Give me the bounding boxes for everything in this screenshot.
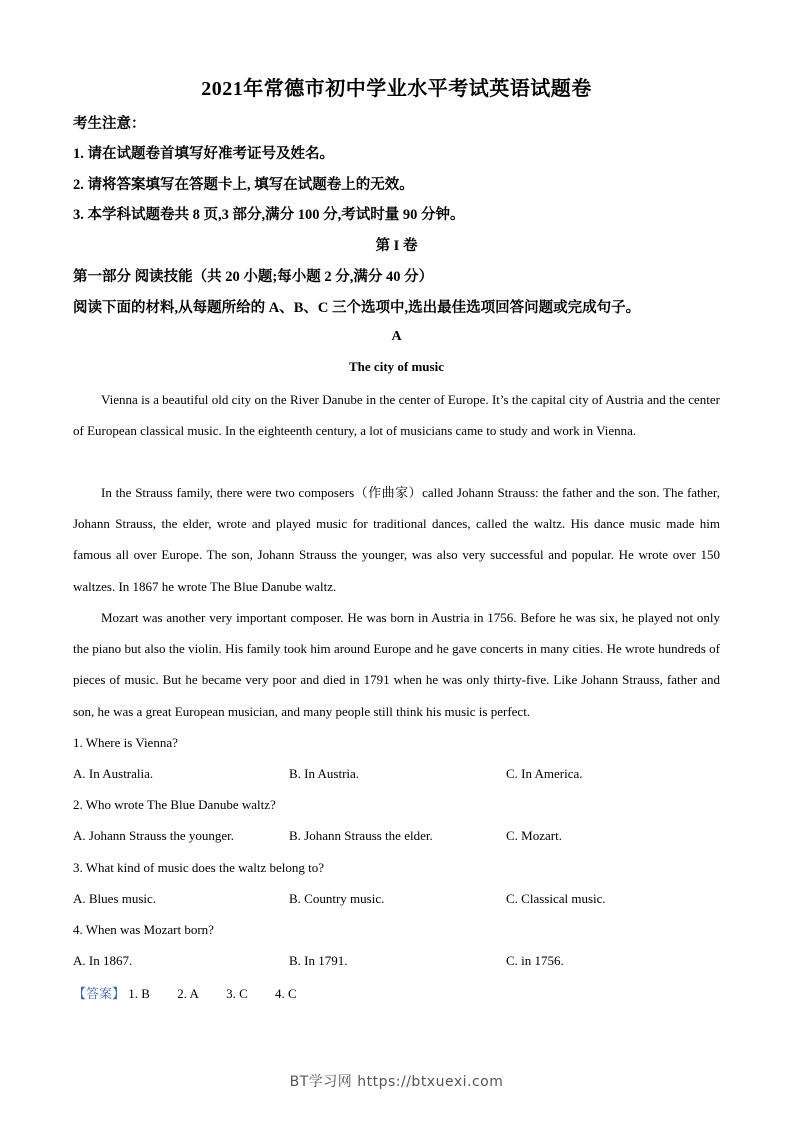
question-4-option-b: B. In 1791. [289,953,348,968]
question-2-option-a: A. Johann Strauss the younger. [73,828,235,843]
volume-heading: 第 I 卷 [375,238,418,254]
part-heading: 第一部分 阅读技能（共 20 小题;每小题 2 分,满分 40 分） [73,269,434,285]
question-1-option-b: B. In Austria. [289,766,360,781]
question-4-option-a: A. In 1867. [73,953,133,968]
question-4-option-c: C. in 1756. [506,953,564,968]
answer-value: 1. B [128,986,150,1001]
question-1-option-c: C. In America. [506,766,583,781]
footer-watermark: BT学习网 https://btxuexi.com [289,1074,504,1090]
page-title: 2021年常德市初中学业水平考试英语试题卷 [201,78,592,100]
passage-paragraph: Mozart was another very important composer. He was born in Austria in 1756. Before he was six, he played not only the piano but also the violin. His family took him around Europe and he gave concerts in many cities. He wrote hundreds of pieces of music. But he became very poor and died in 1791 when he was only thirty-five. Like Johann Strauss, father and son, he was a great European musician, and many people still think his music is perfect. [73,610,720,719]
question-stem-3: 3. What kind of music does the waltz belong to? [73,860,325,875]
section-letter: A [391,329,402,344]
question-2-option-c: C. Mozart. [506,828,562,843]
notice-item-2: 2. 请将答案填写在答题卡上, 填写在试题卷上的无效。 [73,177,414,193]
question-3-option-b: B. Country music. [289,891,385,906]
question-stem-1: 1. Where is Vienna? [73,735,178,750]
answer-value: 4. C [275,986,297,1001]
question-stem-4: 4. When was Mozart born? [73,922,214,937]
question-stem-2: 2. Who wrote The Blue Danube waltz? [73,797,276,812]
answer-label: 【答案】 [73,986,126,1001]
answer-value: 2. A [177,986,199,1001]
notice-item-1: 1. 请在试题卷首填写好准考证号及姓名。 [73,146,334,162]
answer-key [73,983,321,1002]
passage-paragraph: Vienna is a beautiful old city on the River Danube in the center of Europe. It’s the capital city of Austria and the center of European classical music. In the eighteenth century, a lot of musicians came to study and work in Vienna. [73,392,720,439]
notice-heading: 考生注意： [73,116,146,132]
question-3-option-a: A. Blues music. [73,891,157,906]
question-1-option-a: A. In Australia. [73,766,154,781]
question-3-option-c: C. Classical music. [506,891,606,906]
notice-item-3: 3. 本学科试题卷共 8 页,3 部分,满分 100 分,考试时量 90 分钟。 [73,207,465,223]
question-2-option-b: B. Johann Strauss the elder. [289,828,433,843]
passage-paragraph: In the Strauss family, there were two composers（作曲家）called Johann Strauss: the father and the son. The father, Johann Strauss, the elder, wrote and played music for traditional dances, called the waltz. His dance music made him famous all over Europe. The son, Johann Strauss the younger, was also very successful and popular. He wrote over 150 waltzes. In 1867 he wrote The Blue Danube waltz. [73,485,720,594]
passage-title: The city of music [349,359,444,374]
answer-value: 3. C [226,986,248,1001]
instruction-text: 阅读下面的材料,从每题所给的 A、B、C 三个选项中,选出最佳选项回答问题或完成句子。 [73,300,641,316]
